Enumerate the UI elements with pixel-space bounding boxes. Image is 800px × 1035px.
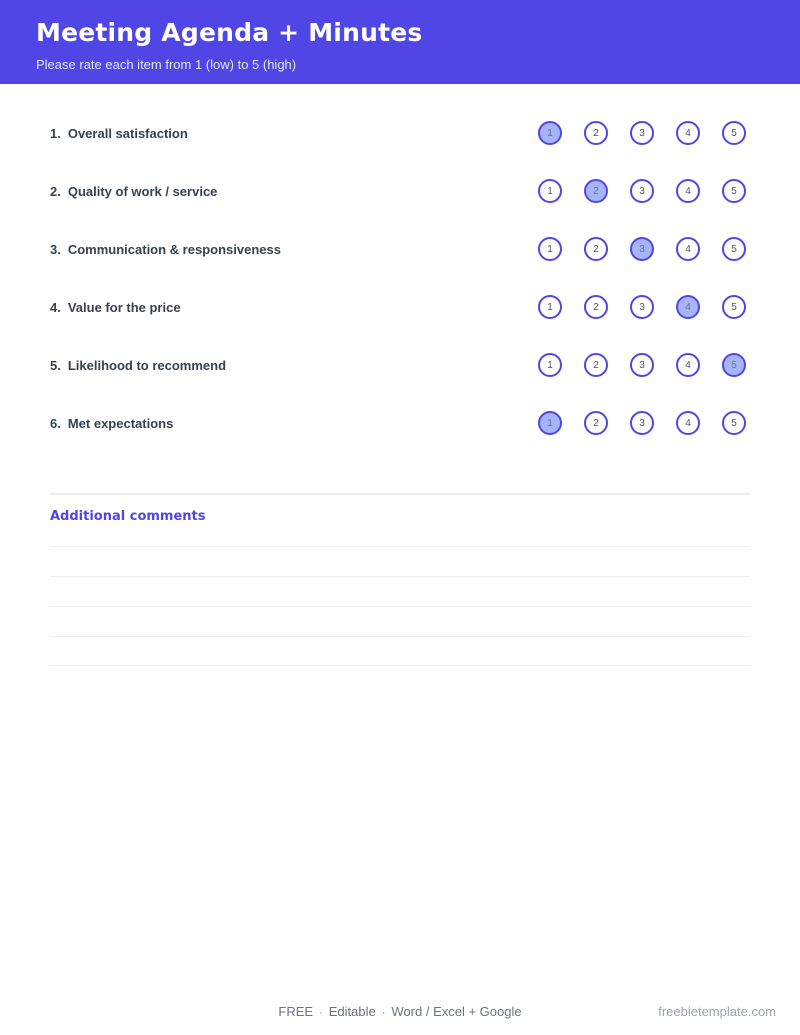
rating-scale	[538, 353, 746, 377]
footer	[0, 1004, 800, 1020]
rating-option-3[interactable]: 3	[630, 179, 654, 203]
question-number: 2.	[50, 183, 61, 199]
rating-scale	[538, 121, 746, 145]
rating-option-5[interactable]: 5	[722, 295, 746, 319]
question-label	[50, 242, 281, 257]
rating-option-4[interactable]: 4	[676, 295, 700, 319]
rating-option-3[interactable]: 3	[630, 295, 654, 319]
rating-option-2[interactable]: 2	[584, 121, 608, 145]
comments-section	[50, 493, 750, 666]
rating-scale	[538, 237, 746, 261]
question-text: Likelihood to recommend	[67, 357, 227, 373]
comments-title: Additional comments	[50, 509, 206, 524]
page-title: Meeting Agenda + Minutes	[36, 18, 423, 47]
rating-option-3[interactable]: 3	[630, 353, 654, 377]
rating-option-5[interactable]: 5	[722, 353, 746, 377]
question-row	[50, 220, 750, 278]
rating-questions	[50, 104, 750, 452]
rating-option-2[interactable]: 2	[584, 295, 608, 319]
comment-line[interactable]	[50, 546, 750, 576]
rating-option-2[interactable]: 2	[584, 237, 608, 261]
rating-option-5[interactable]: 5	[722, 237, 746, 261]
footer-separator: ·	[381, 1007, 386, 1019]
comment-line[interactable]	[50, 576, 750, 606]
question-row	[50, 104, 750, 162]
rating-option-4[interactable]: 4	[676, 353, 700, 377]
footer-tag-formats: Word / Excel + Google	[391, 1004, 522, 1019]
rating-option-1[interactable]: 1	[538, 295, 562, 319]
rating-option-1[interactable]: 1	[538, 121, 562, 145]
rating-option-2[interactable]: 2	[584, 179, 608, 203]
rating-option-1[interactable]: 1	[538, 353, 562, 377]
question-label	[50, 358, 226, 373]
rating-option-2[interactable]: 2	[584, 353, 608, 377]
rating-option-3[interactable]: 3	[630, 411, 654, 435]
question-number: 4.	[50, 299, 61, 315]
question-text: Overall satisfaction	[67, 125, 188, 141]
comment-line[interactable]	[50, 636, 750, 666]
question-text: Quality of work / service	[67, 183, 218, 199]
rating-option-5[interactable]: 5	[722, 411, 746, 435]
rating-option-4[interactable]: 4	[676, 179, 700, 203]
rating-option-5[interactable]: 5	[722, 179, 746, 203]
rating-option-4[interactable]: 4	[676, 121, 700, 145]
question-number: 3.	[50, 241, 61, 257]
header-banner	[0, 0, 800, 84]
rating-option-1[interactable]: 1	[538, 237, 562, 261]
question-row	[50, 394, 750, 452]
question-label	[50, 184, 217, 199]
rating-option-3[interactable]: 3	[630, 237, 654, 261]
question-label	[50, 416, 173, 431]
question-text: Met expectations	[67, 415, 174, 431]
comment-lines	[50, 546, 750, 666]
rating-scale	[538, 179, 746, 203]
question-label	[50, 126, 188, 141]
rating-scale	[538, 295, 746, 319]
question-label	[50, 300, 181, 315]
question-row	[50, 162, 750, 220]
rating-option-4[interactable]: 4	[676, 411, 700, 435]
rating-option-1[interactable]: 1	[538, 411, 562, 435]
question-number: 5.	[50, 357, 61, 373]
rating-option-1[interactable]: 1	[538, 179, 562, 203]
question-number: 1.	[50, 125, 61, 141]
footer-tag-editable: Editable	[328, 1004, 376, 1019]
page-subtitle: Please rate each item from 1 (low) to 5 (high)	[36, 57, 297, 72]
rating-option-4[interactable]: 4	[676, 237, 700, 261]
question-text: Communication & responsiveness	[67, 241, 281, 257]
question-row	[50, 278, 750, 336]
footer-separator: ·	[319, 1007, 323, 1019]
footer-site[interactable]: freebietemplate.com	[658, 1004, 776, 1019]
comment-line[interactable]	[50, 606, 750, 636]
footer-tag-free: FREE	[278, 1004, 314, 1019]
question-row	[50, 336, 750, 394]
rating-option-5[interactable]: 5	[722, 121, 746, 145]
rating-option-3[interactable]: 3	[630, 121, 654, 145]
question-number: 6.	[50, 415, 61, 431]
rating-scale	[538, 411, 746, 435]
question-text: Value for the price	[67, 299, 181, 315]
rating-option-2[interactable]: 2	[584, 411, 608, 435]
